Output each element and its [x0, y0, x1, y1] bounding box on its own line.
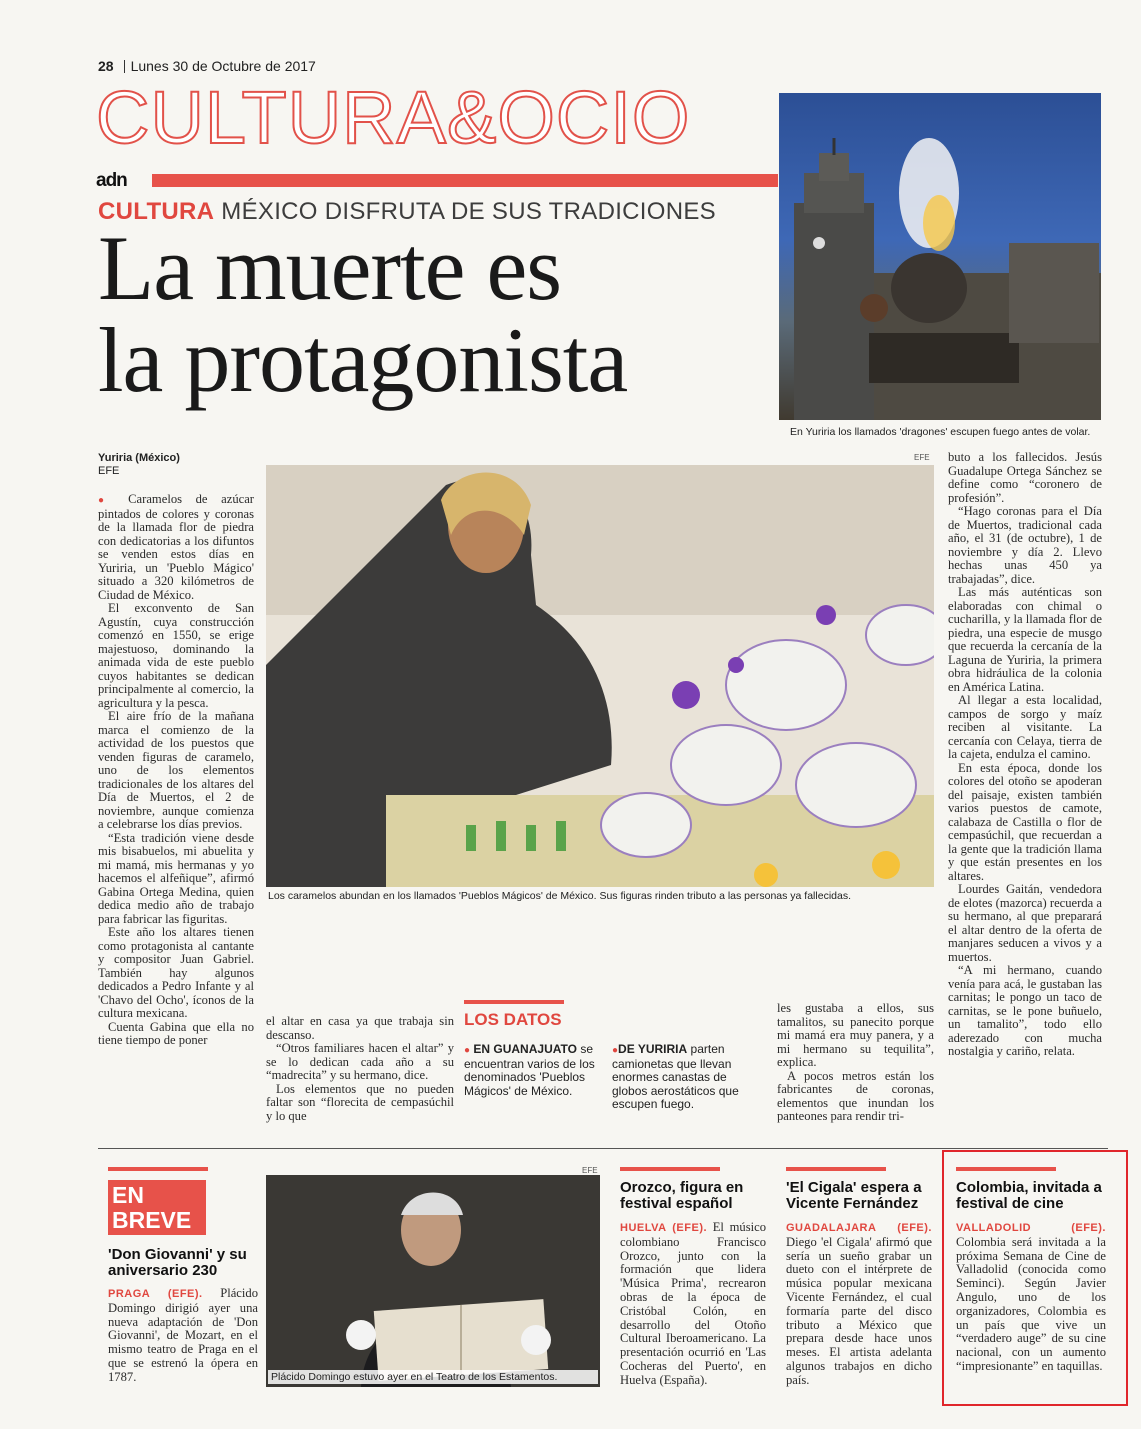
headline-line-1: La muerte es	[98, 217, 562, 319]
section-divider	[98, 1148, 1108, 1149]
article-column-1	[98, 493, 254, 1048]
paragraph: El exconvento de San Agustín, cuya construcción comenzó en 1550, se erige majestuoso, dominando la animada vida de este pueblo cuyos habitantes se dedican principalmente al comercio, la agricultura y la pesca.	[98, 601, 254, 710]
breve-photo	[266, 1175, 600, 1387]
paragraph: Cuenta Gabina que ella no tiene tiempo de poner	[98, 1019, 254, 1047]
byline-place: Yuriria (México)	[98, 452, 180, 464]
paragraph: ● Caramelos de azúcar pintados de colores y coronas de la llamada flor de piedra con dedicatorias a los difuntos se venden estos días en Yuriria, un 'Pueblo Mágico' situado a 320 kilómetros de Ciudad de México.	[98, 492, 254, 602]
kicker-section: CULTURA	[98, 198, 215, 225]
article-headline	[98, 217, 768, 411]
byline	[98, 452, 180, 478]
paragraph: “Otros familiares hacen el altar” y se lo dedican cada año a su “madrecita” y su hermano, dice.	[266, 1041, 454, 1082]
paragraph: “A mi hermano, cuando venía para acá, le gustaban las carnitas; le pongo un taco de carnitas, se le pone buñuelo, un tamalito”, todo ello aderezado con mucha nostalgia y cariño, relata.	[948, 963, 1102, 1058]
paragraph: El aire frío de la mañana marca el comienzo de la actividad de los puestos que venden figuras de caramelo, uno de los elementos tradicionales de los altares del Día de Muertos, el 2 de noviembre, aunque comienza a celebrarse los días previos.	[98, 709, 254, 831]
datos-item-1: ● EN GUANAJUATO se encuentran varios de los denominados 'Pueblos Mágicos' de México.	[464, 1042, 595, 1098]
paragraph: les gustaba a ellos, sus tamalitos, su panecito porque mi mamá era muy panera, y a mi hermano su tequilita”, explica.	[777, 1001, 934, 1069]
datos-accent-bar	[464, 1000, 564, 1004]
orozco-accent-bar	[620, 1167, 720, 1171]
paragraph: En esta época, donde los colores del otoño se apoderan del paisaje, existen también varios puestos de camote, calabaza de Castilla o flor de cempasúchil, que recuerdan a la gente que la tradición llama y que están presentes en los altares.	[948, 760, 1102, 883]
brief-orozco-body: HUELVA (EFE). El músico colombiano Francisco Orozco, junto con la formación que lidera 'Música Prima', recrearon obras de la época de Cristóbal Colón, en desarrollo del Otoño Cultural Iberoamericano. La presentación ocurrió en 'Las Cocheras del Puerto', en Huelva (España).	[620, 1220, 766, 1387]
church-photo-illustration	[779, 93, 1101, 420]
datos-title: LOS DATOS	[464, 1010, 562, 1029]
main-photo-caption: Los caramelos abundan en los llamados 'Pueblos Mágicos' de México. Sus figuras rinden tributo a las personas ya fallecidas.	[268, 890, 851, 902]
paragraph: Al llegar a esta localidad, campos de sorgo y maíz reciben al visitante. La cercanía con Celaya, tierra de la cajeta, endulza el camino.	[948, 693, 1102, 761]
paragraph: Las más auténticas son elaboradas con chimal o cucharilla, y la llamada flor de piedra, una especie de musgo que recuerda la cercanía de la Laguna de Yuriria, la primera obra hidráulica de la colonia en América Latina.	[948, 585, 1102, 694]
paragraph: “Esta tradición viene desde mis bisabuelos, mi abuelita y mi mamá, mis hermanas y yo hacemos el alfeñique”, afirmó Gabina Ortega Medina, quien dedica medio año de trabajo para fabricar las figuritas.	[98, 830, 254, 926]
datos-box-title	[464, 1000, 564, 1030]
colombia-accent-bar	[956, 1167, 1056, 1171]
datos-item-2: ●DE YURIRIA parten camionetas que llevan enormes canastas de globos aerostáticos que escupen fuego.	[612, 1042, 739, 1111]
kicker-text: MÉXICO DISFRUTA DE SUS TRADICIONES	[221, 198, 716, 225]
adn-bar	[96, 172, 778, 189]
paragraph: el altar en casa ya que trabaja sin descanso.	[266, 1014, 454, 1042]
brief-cigala-headline: 'El Cigala' espera a Vicente Fernández	[786, 1179, 922, 1212]
paragraph: Este año los altares tienen como protagonista al cantante y compositor Juan Gabriel. También hay algunos dedicados a Pedro Infante y al 'Chavo del Ocho', íconos de la cultura mexicana.	[98, 925, 254, 1020]
brief-giovanni-body: PRAGA (EFE). Plácido Domingo dirigió ayer una nueva adaptación de 'Don Giovanni', de Mozart, en el mismo teatro de Praga en el que se estrenó la ópera en 1787.	[108, 1286, 258, 1384]
article-column-4	[777, 1002, 934, 1124]
breve-photo-credit: EFE	[582, 1166, 598, 1175]
main-photo	[266, 465, 934, 887]
article-column-2	[266, 1015, 454, 1123]
en-breve-label: EN BREVE	[108, 1180, 206, 1235]
top-photo-caption: En Yuriria los llamados 'dragones' escupen fuego antes de volar.	[790, 426, 1091, 438]
paragraph: “Hago coronas para el Día de Muertos, tradicional cada año, el 31 (de octubre), 1 de noviembre y día 2. Llevo hechas unas 450 ya trabajadas”, dice.	[948, 504, 1102, 586]
brief-cigala-body: GUADALAJARA (EFE). Diego 'el Cigala' afirmó que sería un sueño grabar un dueto con el intérprete de música popular mexicana Vicente Fernández, el cual formaría parte del disco tributo a México que prepara desde hace unos meses. El artista adelanta algunos trabajos en dicho país.	[786, 1222, 932, 1387]
adn-logo: adn	[96, 170, 131, 192]
en-breve-accent-bar	[108, 1167, 208, 1171]
brief-colombia-body: VALLADOLID (EFE). Colombia será invitada a la próxima Semana de Cine de Valladolid (conocida como Seminci). Según Javier Angulo, uno de los organizadores, Colombia es un país que vive un “verdadero auge” de su cine nacional, con un aumento “impresionante” en taquillas.	[956, 1222, 1106, 1373]
breve-photo-caption: Plácido Domingo estuvo ayer en el Teatro de los Estamentos.	[268, 1370, 598, 1384]
brief-orozco-headline: Orozco, figura en festival español	[620, 1179, 744, 1212]
candy-stall-photo-illustration	[266, 465, 934, 887]
section-title: CULTURA&OCIO	[96, 76, 691, 159]
headline-line-2: la protagonista	[98, 309, 628, 411]
page-date: Lunes 30 de Octubre de 2017	[130, 58, 316, 74]
cigala-accent-bar	[786, 1167, 886, 1171]
placido-domingo-photo-illustration	[266, 1175, 600, 1387]
brief-colombia-headline: Colombia, invitada a festival de cine	[956, 1179, 1102, 1212]
main-photo-credit: EFE	[914, 453, 930, 462]
paragraph: buto a los fallecidos. Jesús Guadalupe Ortega Sánchez se define como “coronero de profesión”.	[948, 450, 1102, 505]
top-photo	[779, 93, 1101, 420]
brief-giovanni-headline: 'Don Giovanni' y su aniversario 230	[108, 1246, 247, 1279]
byline-agency: EFE	[98, 465, 120, 477]
adn-rule	[152, 174, 778, 187]
article-column-5	[948, 451, 1102, 1059]
paragraph: Los elementos que no pueden faltar son “florecita de cempasúchil y lo que	[266, 1081, 454, 1123]
paragraph: Lourdes Gaitán, vendedora de elotes (mazorca) recuerda a su hermano, al que preparará el altar dentro de la oferta de manjares seducen a vivos y a muertos.	[948, 882, 1102, 964]
page-number: 28	[98, 58, 114, 74]
paragraph: A pocos metros están los fabricantes de coronas, elementos que inundan los panteones para rendir tri-	[777, 1068, 934, 1123]
page-header	[98, 58, 316, 74]
